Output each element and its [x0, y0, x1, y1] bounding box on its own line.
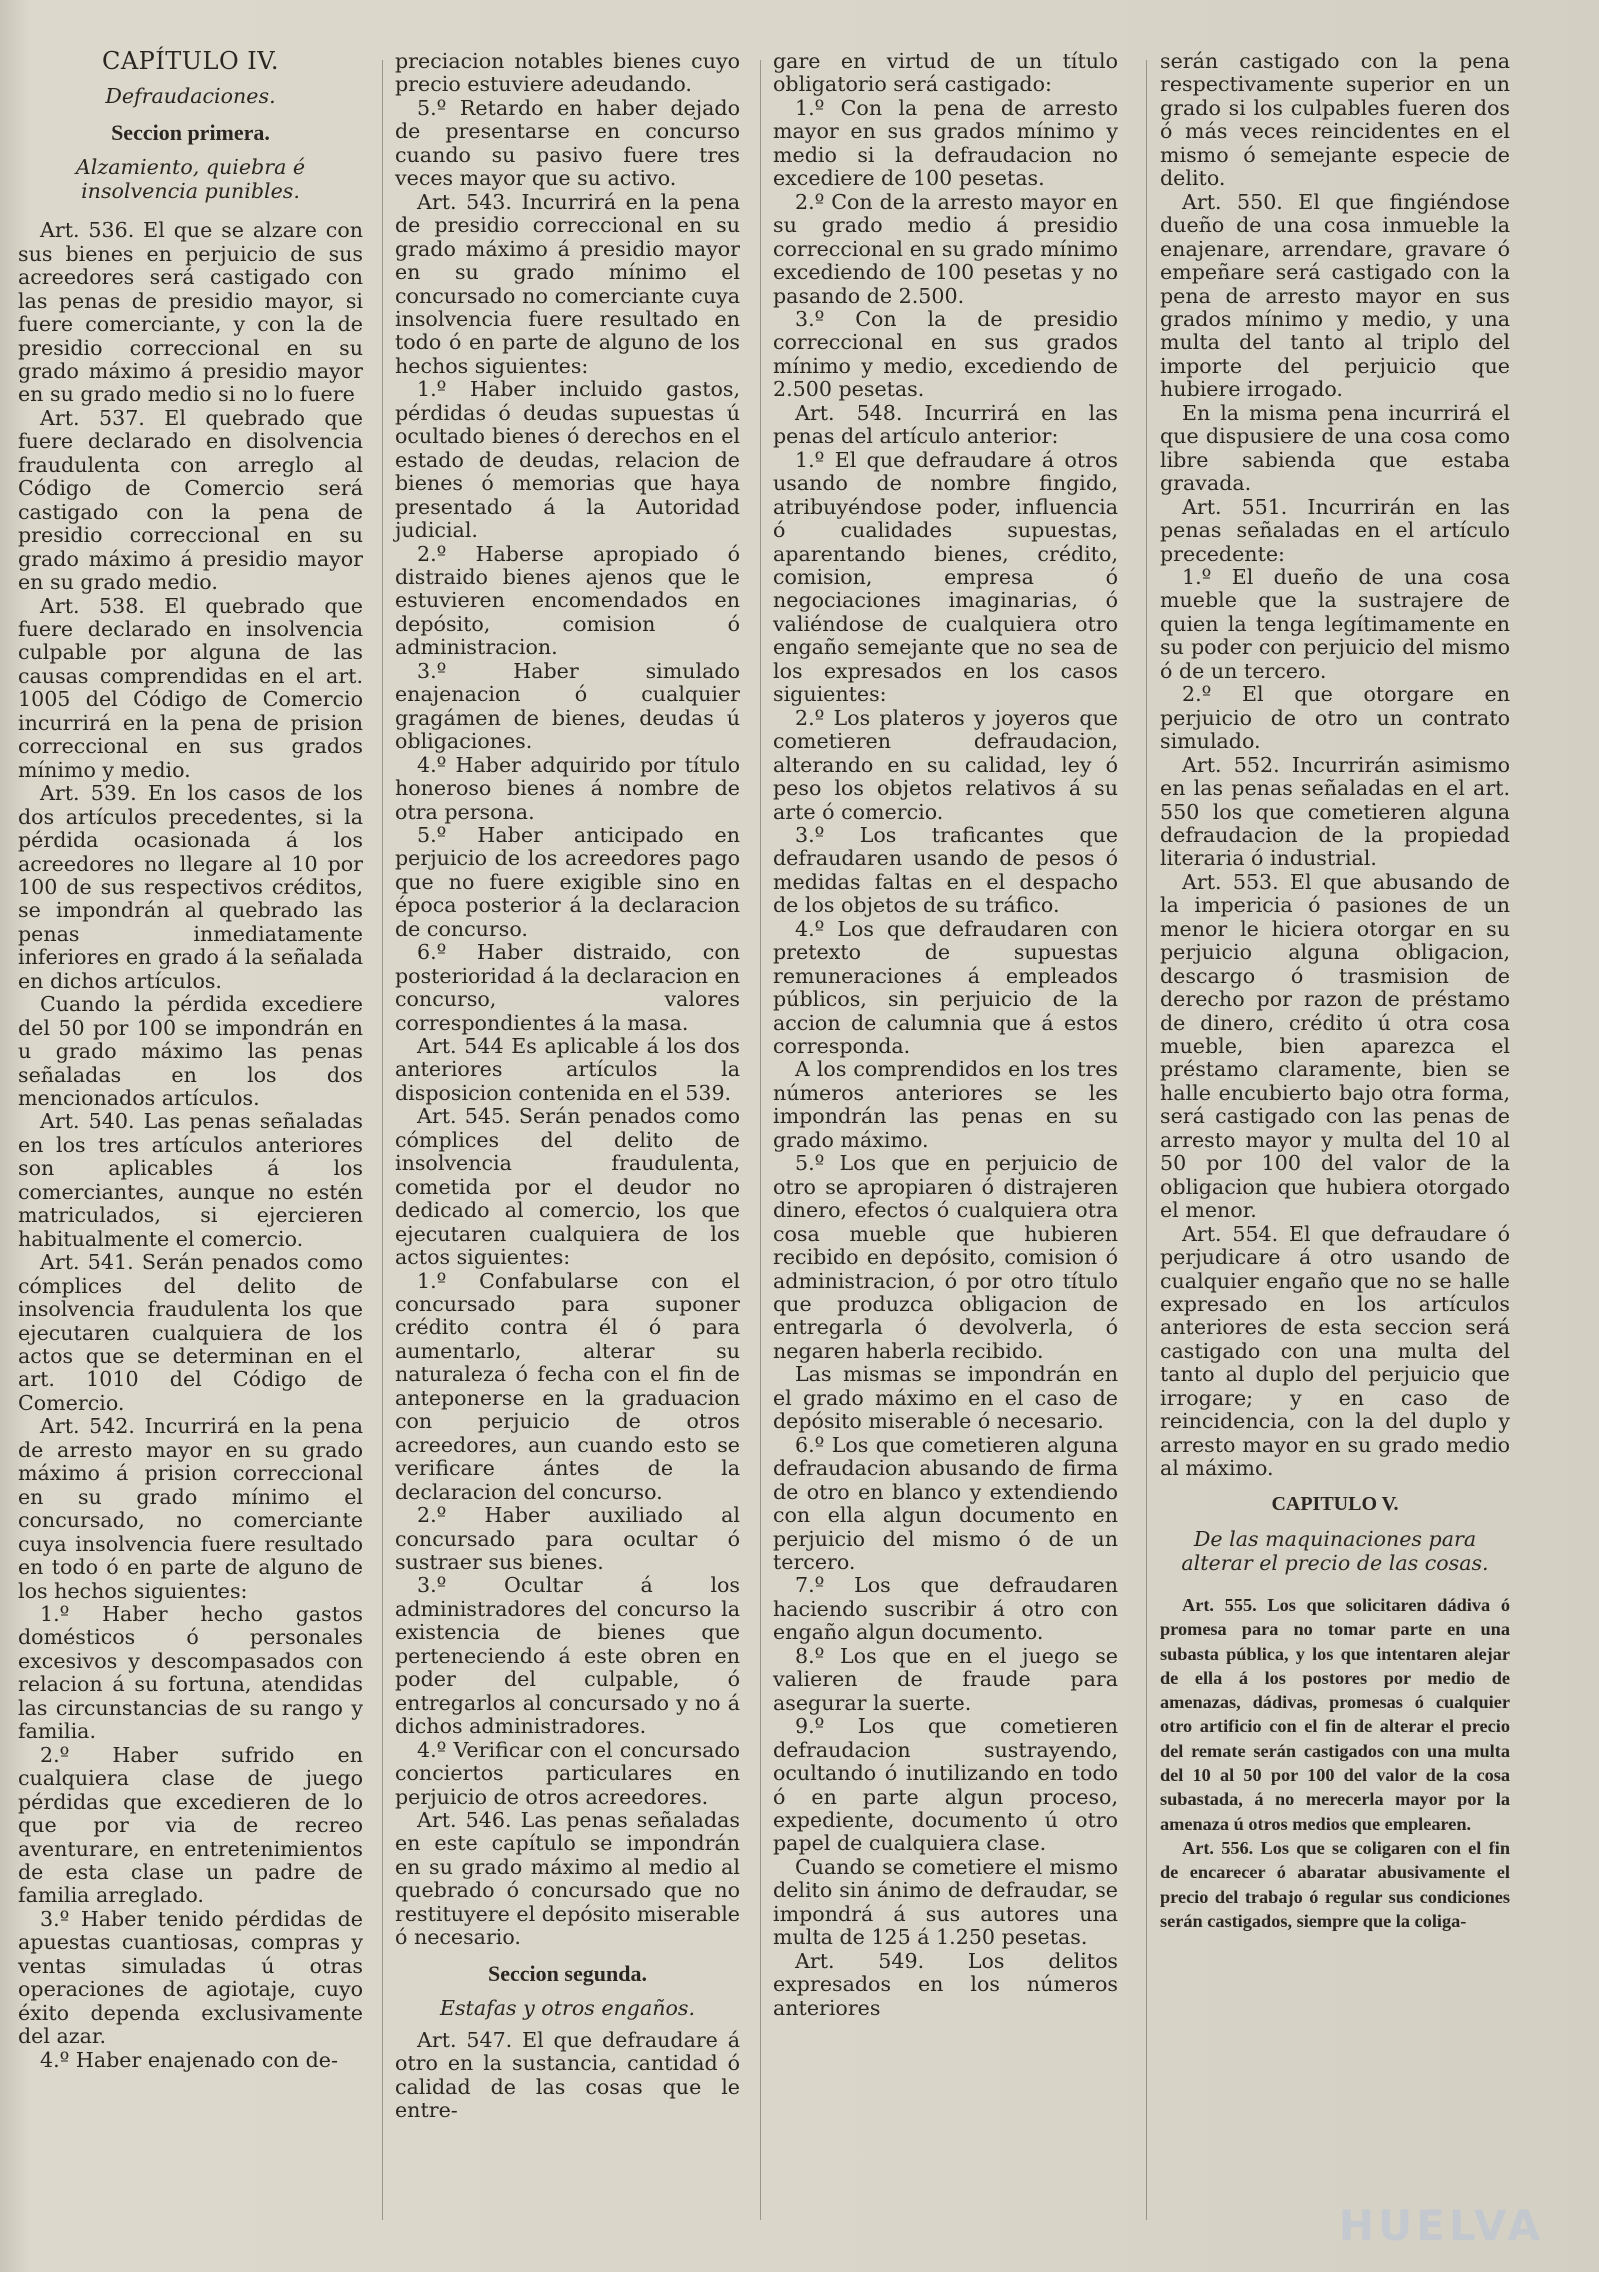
paragraph: 2.º Los plateros y joyeros que cometieren defraudacion, alterando en su calidad, ley ó peso los objetos relativos á su arte ó comercio.	[773, 705, 1118, 824]
paragraph: Art. 544 Es aplicable á los dos anteriores artículos la disposicion contenida en el 539.	[395, 1034, 740, 1105]
paragraph: 3.º Con la de presidio correccional en sus grados mínimo y medio, excediendo de 2.500 pesetas.	[773, 306, 1118, 402]
paragraph: Art. 552. Incurrirán asimismo en las penas señaladas en el art. 550 los que cometieren alguna defraudacion de la propiedad literaria ó industrial.	[1160, 752, 1510, 871]
paragraph: 4.º Haber adquirido por título honeroso bienes á nombre de otra persona.	[395, 752, 740, 824]
paragraph: 5.º Retardo en haber dejado de presentarse en concurso cuando su pasivo fuere tres veces mayor que su activo.	[395, 95, 740, 191]
paragraph: Art. 554. El que defraudare ó perjudicare á otro usando de cualquier engaño que no se halle expresado en los artículos anteriores de esta seccion será castigado con una multa del tanto al duplo del perjuicio que irrogare; y en caso de reincidencia, con la del duplo y arresto mayor en su grado medio al máximo.	[1160, 1221, 1510, 1481]
paragraph: Art. 540. Las penas señaladas en los tres artículos anteriores son aplicables á los comerciantes, aunque no estén matriculados, si ejercieren habitualmente el comercio.	[18, 1109, 363, 1251]
chapter-heading: CAPITULO V.	[1271, 1492, 1399, 1515]
column-1	[18, 47, 363, 2072]
paragraph: 7.º Los que defraudaren haciendo suscribir á otro con engaño algun documento.	[773, 1573, 1118, 1645]
paragraph: 3.º Haber tenido pérdidas de apuestas cuantiosas, compras y ventas simuladas ú otras operaciones de agiotaje, cuyo éxito dependa exclusivamente del azar.	[18, 1906, 363, 2049]
paragraph: 4.º Verificar con el concursado conciertos particulares en perjuicio de otros acreedores.	[395, 1737, 740, 1809]
library-watermark: HUELVA	[1338, 2201, 1544, 2250]
paragraph: serán castigado con la pena respectivamente superior en un grado si los culpables fueren dos ó más veces reincidentes en el mismo ó semejante especie de delito.	[1160, 49, 1510, 191]
paragraph: preciacion notables bienes cuyo precio estuviere adeudando.	[395, 49, 740, 97]
paragraph: 4.º Haber enajenado con de-	[40, 2047, 338, 2072]
paragraph: 5.º Los que en perjuicio de otro se apropiaren ó distrajeren dinero, efectos ó cualquiera otra cosa mueble que hubieren recibido en depósito, comision ó administracion, ó por otro título que produzca obligacion de entregarla ó devolverla, ó negaren haberla recibido.	[773, 1151, 1118, 1363]
section-subtitle: Alzamiento, quiebra é insolvencia punibles.	[75, 155, 306, 203]
paragraph: Art. 548. Incurrirá en las penas del artículo anterior:	[773, 400, 1118, 449]
chapter-heading: CAPÍTULO IV.	[101, 47, 280, 75]
paragraph: 2.º Haberse apropiado ó distraido bienes ajenos que le estuvieren encomendados en depósito, comision ó administracion.	[395, 541, 740, 660]
paragraph: Art. 542. Incurrirá en la pena de arresto mayor en su grado máximo á prision correccional en su grado mínimo el concursado, no comerciante cuya insolvencia fuere resultado en todo ó en parte de alguno de los hechos siguientes:	[18, 1414, 363, 1603]
paragraph: 3.º Ocultar á los administradores del concurso la existencia de bienes que perteneciendo á este obren en poder del culpable, ó entregarlos al concursado y no á dichos administradores.	[395, 1573, 740, 1739]
section-subtitle: Estafas y otros engaños.	[439, 1996, 696, 2021]
paragraph: 6.º Los que cometieren alguna defraudacion abusando de firma de otro en blanco y extendiendo con ella algun documento en perjuicio del mismo ó de un tercero.	[773, 1432, 1118, 1574]
paragraph: 9.º Los que cometieren defraudacion sustrayendo, ocultando ó inutilizando en todo ó en parte algun proceso, expediente, documento ú otro papel de cualquiera clase.	[773, 1714, 1118, 1856]
column-4	[1160, 50, 1510, 1933]
paragraph: 4.º Los que defraudaren con pretexto de supuestas remuneraciones á empleados públicos, sin perjuicio de la accion de calumnia que á estos corresponda.	[773, 916, 1118, 1059]
paragraph: Art. 553. El que abusando de la impericia ó pasiones de un menor le hiciera otorgar en su perjuicio alguna obligacion, descargo ó trasmision de derecho por razon de préstamo de dinero, crédito ú otra cosa mueble, bien aparezca el préstamo claramente, bien se halle encubierto bajo otra forma, será castigado con las penas de arresto mayor y multa del 10 al 50 por 100 del valor de la obligacion que hubiera otorgado el menor.	[1160, 869, 1510, 1223]
paragraph: A los comprendidos en los tres números anteriores se les impondrán las penas en su grado máximo.	[773, 1057, 1118, 1152]
paragraph: 3.º Haber simulado enajenacion ó cualquier gragámen de bienes, deudas ú obligaciones.	[395, 658, 740, 754]
paragraph: Art. 536. El que se alzare con sus bienes en perjuicio de sus acreedores será castigado con las penas de presidio mayor, si fuere comerciante, y con la de presidio correccional en su grado máximo á presidio mayor en su grado medio si no lo fuere	[18, 218, 363, 407]
column-rule	[760, 60, 761, 2220]
paragraph: 6.º Haber distraido, con posterioridad á la declaracion en concurso, valores correspondientes á la masa.	[395, 940, 740, 1035]
paragraph: Cuando la pérdida excediere del 50 por 100 se impondrán en u grado máximo las penas señaladas en los dos mencionados artículos.	[18, 992, 363, 1111]
paragraph: 2.º Haber sufrido en cualquiera clase de juego pérdidas que excedieren de lo que por via de recreo aventurare, en entretenimientos de esta clase un padre de familia arreglado.	[18, 1742, 363, 1908]
paragraph: Art. 547. El que defraudare á otro en la sustancia, cantidad ó calidad de las cosas que le entre-	[395, 2027, 740, 2122]
paragraph: 5.º Haber anticipado en perjuicio de los acreedores pago que no fuere exigible sino en época posterior á la declaracion de concurso.	[395, 822, 740, 941]
paragraph: Art. 537. El quebrado que fuere declarado en disolvencia fraudulenta con arreglo al Código de Comercio será castigado con la pena de presidio correccional en su grado máximo á presidio mayor en su grado medio.	[18, 405, 363, 595]
paragraph: 1.º Haber hecho gastos domésticos ó personales excesivos y descompasados con relacion á su fortuna, atendidas las circunstancias de su rango y familia.	[18, 1602, 363, 1744]
column-2	[395, 50, 740, 2122]
paragraph: Art. 546. Las penas señaladas en este capítulo se impondrán en su grado máximo al medio al quebrado ó concursado que no restituyere el depósito miserable ó necesario.	[395, 1807, 740, 1950]
paragraph: Cuando se cometiere el mismo delito sin ánimo de defraudar, se impondrá á sus autores una multa de 125 á 1.250 pesetas.	[773, 1854, 1118, 1950]
paragraph: gare en virtud de un título obligatorio será castigado:	[773, 49, 1118, 97]
paragraph: Art. 541. Serán penados como cómplices del delito de insolvencia fraudulenta los que ejecutaren cualquiera de los actos que se determinan en el art. 1010 del Código de Comercio.	[18, 1250, 363, 1415]
column-rule	[1146, 60, 1147, 2220]
paragraph: 8.º Los que en el juego se valieren de fraude para asegurar la suerte.	[773, 1643, 1118, 1715]
section-heading: Seccion primera.	[111, 119, 270, 145]
paragraph: 2.º Haber auxiliado al concursado para ocultar ó sustraer sus bienes.	[395, 1503, 740, 1574]
section-heading: Seccion segunda.	[488, 1960, 647, 1986]
chapter-title: Defraudaciones.	[105, 84, 276, 109]
paragraph: 1.º El que defraudare á otros usando de nombre fingido, atribuyéndose poder, influencia ó cualidades supuestas, aparentando bienes, crédito, comision, empresa ó negociaciones imaginarias, ó valiéndose de cualquiera otro engaño semejante que no sea de los expresados en los casos siguientes:	[773, 447, 1118, 707]
paragraph: 3.º Los traficantes que defraudaren usando de pesos ó medidas faltas en el despacho de los objetos de su tráfico.	[773, 822, 1118, 918]
paragraph: Art. 555. Los que solicitaren dádiva ó promesa para no tomar parte en una subasta pública, y los que intentaren alejar de ella á los postores por medio de amenazas, dádivas, promesas ó cualquier otro artificio con el fin de alterar el precio del remate serán castigados con una multa del 10 al 50 por 100 del valor de la cosa subastada, á no merecerla mayor por la amenaza ú otros medios que emplearen.	[1160, 1595, 1510, 1834]
paragraph: Art. 539. En los casos de los dos artículos precedentes, si la pérdida ocasionada á los acreedores no llegare al 10 por 100 de sus respectivos créditos, se impondrán al quebrado las penas inmediatamente inferiores en grado á la señalada en dichos artículos.	[18, 781, 363, 993]
chapter-subtitle: De las maquinaciones para alterar el precio de las cosas.	[1181, 1527, 1489, 1575]
paragraph: 1.º Confabularse con el concursado para suponer crédito contra él ó para aumentarlo, alterar su naturaleza ó fecha con el fin de anteponerse en la graduacion con perjuicio de otros acreedores, aun cuando esto se verificare ántes de la declaracion del concurso.	[395, 1268, 740, 1504]
paragraph: Art. 538. El quebrado que fuere declarado en insolvencia culpable por alguna de las causas comprendidas en el art. 1005 del Código de Comercio incurrirá en la pena de prision correccional en sus grados mínimo y medio.	[18, 593, 363, 782]
paragraph: Las mismas se impondrán en el grado máximo en el caso de depósito miserable ó necesario.	[773, 1362, 1118, 1434]
paragraph: Art. 556. Los que se coligaren con el fin de encarecer ó abaratar abusivamente el precio del trabajo ó regular sus condiciones serán castigados, siempre que la coliga-	[1160, 1837, 1510, 1931]
paragraph: Art. 545. Serán penados como cómplices del delito de insolvencia fraudulenta, cometida por el deudor no dedicado al comercio, los que ejecutaren cualquiera de los actos siguientes:	[395, 1104, 740, 1270]
paragraph: Art. 550. El que fingiéndose dueño de una cosa inmueble la enajenare, arrendare, gravare ó empeñare será castigado con la pena de arresto mayor en sus grados mínimo y medio, y una multa del tanto al triplo del importe del perjuicio que hubiere irrogado.	[1160, 189, 1510, 402]
paragraph: En la misma pena incurrirá el que dispusiere de una cosa como libre sabienda que estaba gravada.	[1160, 400, 1510, 496]
paragraph: Art. 551. Incurrirán en las penas señaladas en el artículo precedente:	[1160, 494, 1510, 566]
paragraph: Art. 549. Los delitos expresados en los números anteriores	[773, 1948, 1118, 2020]
column-rule	[382, 60, 383, 2220]
paragraph: Art. 543. Incurrirá en la pena de presidio correccional en su grado máximo á presidio mayor en su grado mínimo el concursado no comerciante cuya insolvencia fuere resultado en todo ó en parte de alguno de los hechos siguientes:	[395, 189, 740, 378]
paragraph: 1.º Haber incluido gastos, pérdidas ó deudas supuestas ú ocultado bienes ó derechos en el estado de deudas, relacion de bienes ó memorias que haya presentado á la Autoridad judicial.	[395, 377, 740, 543]
paragraph: 1.º El dueño de una cosa mueble que la sustrajere de quien la tenga legítimamente en su poder con perjuicio del mismo ó de un tercero.	[1160, 564, 1510, 683]
column-3	[773, 50, 1118, 2020]
paragraph: 2.º El que otorgare en perjuicio de otro un contrato simulado.	[1160, 682, 1510, 754]
paragraph: 2.º Con de la arresto mayor en su grado medio á presidio correccional en su grado mínimo excediendo de 100 pesetas y no pasando de 2.500.	[773, 189, 1118, 308]
paragraph: 1.º Con la pena de arresto mayor en sus grados mínimo y medio si la defraudacion no excediere de 100 pesetas.	[773, 95, 1118, 191]
